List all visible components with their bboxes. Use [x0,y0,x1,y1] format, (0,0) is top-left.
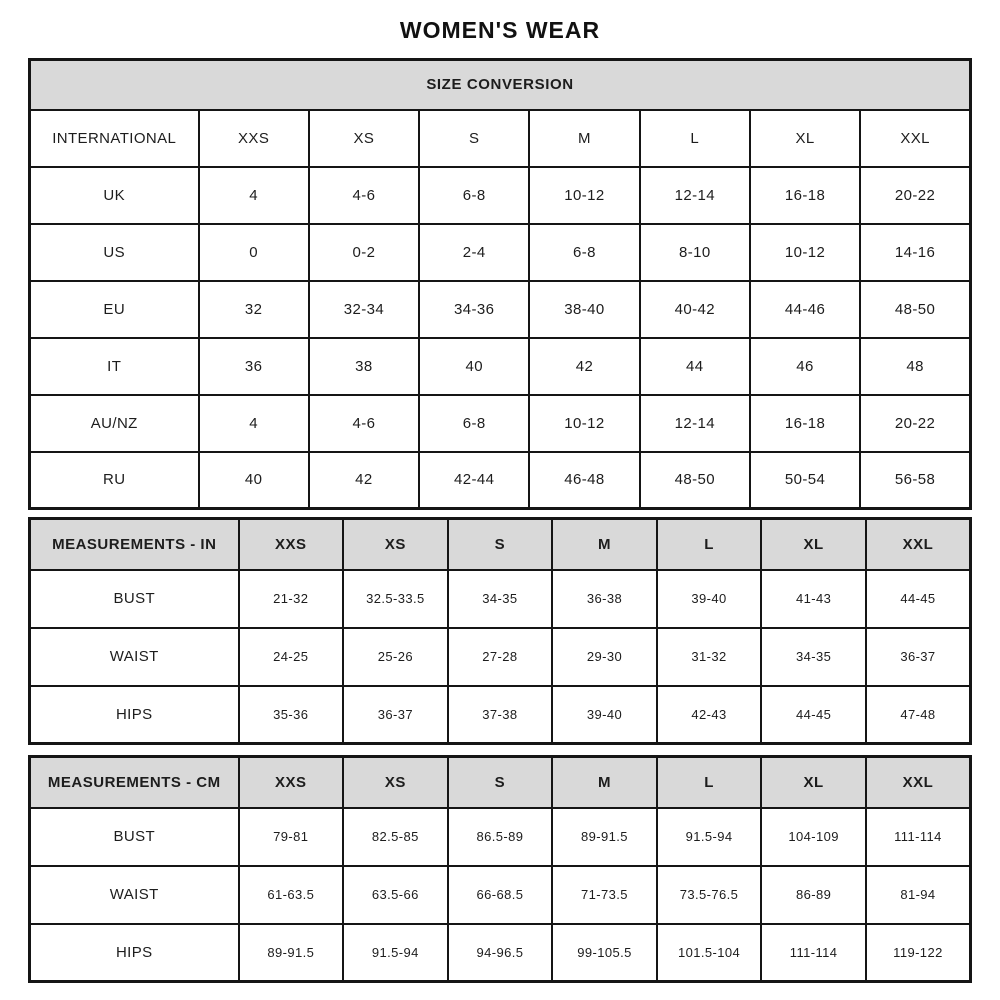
table-cell: 34-35 [448,570,553,628]
table-cell: 4-6 [309,395,419,452]
table-cell: 89-91.5 [552,808,657,866]
table-cell: 44-46 [750,281,860,338]
table-row [30,452,971,509]
table-cell: 6-8 [529,224,639,281]
table-cell: 34-36 [419,281,529,338]
table-cell: 32-34 [309,281,419,338]
column-header: XXL [866,757,971,808]
column-header: S [448,757,553,808]
table-row [30,866,971,924]
table-cell: 32 [199,281,309,338]
table-cell: 44-45 [761,686,866,744]
table-cell: 25-26 [343,628,448,686]
table-cell: 44 [640,338,750,395]
size-conversion-table [28,58,972,510]
table-cell: 61-63.5 [239,866,344,924]
table-cell: 37-38 [448,686,553,744]
table-cell: 40 [419,338,529,395]
table-cell: XL [750,110,860,167]
table-cell: 46-48 [529,452,639,509]
table-row [30,224,971,281]
row-label: BUST [30,808,239,866]
table-cell: 4-6 [309,167,419,224]
table-cell: 32.5-33.5 [343,570,448,628]
table-row [30,395,971,452]
table-cell: 12-14 [640,395,750,452]
row-label: RU [30,452,199,509]
column-header: XS [343,519,448,570]
table-cell: 36-37 [343,686,448,744]
table-cell: 12-14 [640,167,750,224]
row-label: WAIST [30,628,239,686]
table-cell: S [419,110,529,167]
row-label: INTERNATIONAL [30,110,199,167]
table-cell: 41-43 [761,570,866,628]
column-header: L [657,519,762,570]
table-cell: 119-122 [866,924,971,982]
table-cell: 14-16 [860,224,970,281]
table-cell: 79-81 [239,808,344,866]
table-cell: 38-40 [529,281,639,338]
table-cell: 63.5-66 [343,866,448,924]
table-cell: 40 [199,452,309,509]
table-cell: 73.5-76.5 [657,866,762,924]
table-cell: 50-54 [750,452,860,509]
table-cell: 44-45 [866,570,971,628]
measurements-cm-table [28,755,972,983]
row-label: HIPS [30,924,239,982]
table-cell: 34-35 [761,628,866,686]
table-cell: 4 [199,167,309,224]
table-cell: 82.5-85 [343,808,448,866]
table-cell: 6-8 [419,167,529,224]
table-cell: 71-73.5 [552,866,657,924]
table-row [30,924,971,982]
table-cell: 39-40 [552,686,657,744]
table-cell: XXS [199,110,309,167]
column-header: L [657,757,762,808]
table-cell: 104-109 [761,808,866,866]
table-cell: 16-18 [750,167,860,224]
table-cell: 48-50 [640,452,750,509]
table-cell: 46 [750,338,860,395]
row-label: IT [30,338,199,395]
table-cell: 8-10 [640,224,750,281]
table-cell: 29-30 [552,628,657,686]
table-row [30,686,971,744]
row-label: WAIST [30,866,239,924]
column-header: M [552,757,657,808]
column-header: XL [761,757,866,808]
table-cell: 89-91.5 [239,924,344,982]
table-cell: 101.5-104 [657,924,762,982]
table-cell: 42-44 [419,452,529,509]
table-cell: 39-40 [657,570,762,628]
column-header: S [448,519,553,570]
row-label: EU [30,281,199,338]
table-cell: 38 [309,338,419,395]
table-cell: 36-38 [552,570,657,628]
table-cell: 4 [199,395,309,452]
table-cell: 48 [860,338,970,395]
table-row [30,110,971,167]
table-cell: 81-94 [866,866,971,924]
table-cell: 42 [529,338,639,395]
row-label: UK [30,167,199,224]
table-cell: 36-37 [866,628,971,686]
table-cell: 56-58 [860,452,970,509]
table-cell: 21-32 [239,570,344,628]
table-cell: 31-32 [657,628,762,686]
table-cell: 24-25 [239,628,344,686]
table-cell: XXL [860,110,970,167]
table-cell: 2-4 [419,224,529,281]
table-cell: 42 [309,452,419,509]
table-row [30,167,971,224]
table-cell: 35-36 [239,686,344,744]
table-row [30,628,971,686]
table-cell: 111-114 [761,924,866,982]
table-cell: 0-2 [309,224,419,281]
table-cell: 0 [199,224,309,281]
table-cell: 10-12 [750,224,860,281]
table-cell: 91.5-94 [343,924,448,982]
table-cell: 86-89 [761,866,866,924]
table-cell: 10-12 [529,167,639,224]
column-header: XXS [239,519,344,570]
table-cell: 40-42 [640,281,750,338]
table-cell: 6-8 [419,395,529,452]
measurements-in-heading: MEASUREMENTS - IN [30,519,239,570]
table-row [30,808,971,866]
row-label: AU/NZ [30,395,199,452]
table-row [30,338,971,395]
measurements-in-table [28,517,972,745]
table-banner-row [30,60,971,110]
table-cell: 91.5-94 [657,808,762,866]
column-header: M [552,519,657,570]
column-header: XL [761,519,866,570]
table-cell: 99-105.5 [552,924,657,982]
table-cell: L [640,110,750,167]
table-cell: 94-96.5 [448,924,553,982]
table-cell: 20-22 [860,395,970,452]
table-cell: 47-48 [866,686,971,744]
table-cell: 20-22 [860,167,970,224]
table-cell: 10-12 [529,395,639,452]
page-title: WOMEN'S WEAR [399,17,601,43]
row-label: HIPS [30,686,239,744]
column-header: XS [343,757,448,808]
table-cell: M [529,110,639,167]
row-label: BUST [30,570,239,628]
table-row [30,281,971,338]
table-cell: 86.5-89 [448,808,553,866]
row-label: US [30,224,199,281]
column-header-row [30,757,971,808]
column-header: XXL [866,519,971,570]
measurements-cm-heading: MEASUREMENTS - CM [30,757,239,808]
table-row [30,570,971,628]
table-cell: 36 [199,338,309,395]
table-cell: 111-114 [866,808,971,866]
table-cell: 48-50 [860,281,970,338]
column-header-row [30,519,971,570]
table-cell: 27-28 [448,628,553,686]
size-conversion-heading: SIZE CONVERSION [30,60,971,110]
table-cell: 66-68.5 [448,866,553,924]
table-cell: 16-18 [750,395,860,452]
table-cell: XS [309,110,419,167]
column-header: XXS [239,757,344,808]
table-cell: 42-43 [657,686,762,744]
